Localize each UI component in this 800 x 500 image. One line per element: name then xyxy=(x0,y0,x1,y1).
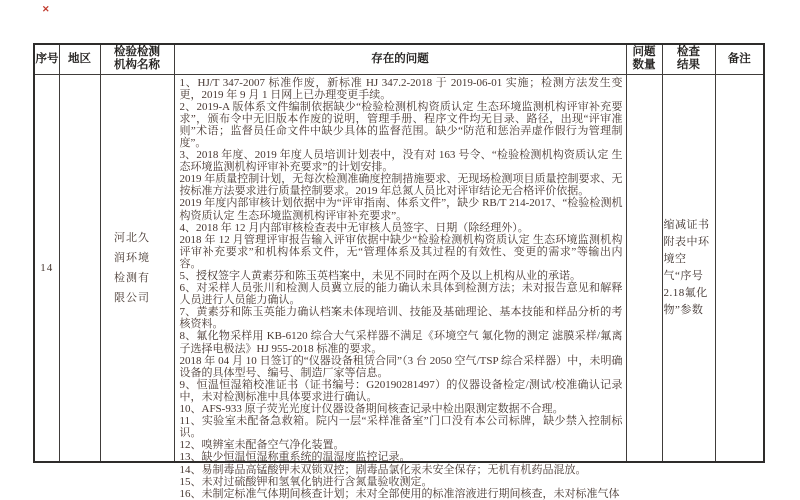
column-header-result-label: 检查结果 xyxy=(677,46,700,72)
column-header-problems xyxy=(174,44,626,74)
problem-item: 2019 年度内部审核计划依据中为“评审指南、体系文件”，缺少 RB/T 214-2017、“检验检测机构资质认定 生态环境监测机构评审补充要求”。 xyxy=(179,197,623,222)
problem-item: 2018 年 12 月管理评审报告输入评审依据中缺少“检验检测机构资质认定 生态环境监测机构评审补充要求”和机构体系文件，无“管理体系及其过程的有效性、变更的需求”等输出内容。 xyxy=(179,233,623,270)
column-header-problem-count xyxy=(626,44,662,74)
column-header-serial xyxy=(34,44,59,74)
column-header-problems-label: 存在的问题 xyxy=(371,52,429,65)
problem-item: 2018 年 04 月 10 日签订的“仪器设备租赁合同”（3 台 2050 空气/TSP 综合采样器）中，未明确设备的具体型号、编号、制造厂家等信息。 xyxy=(179,354,623,379)
column-header-serial-label: 序号 xyxy=(35,52,59,65)
problem-item: 16、未制定标准气体期间核查计划；未对全部使用的标准溶液进行期间核查，未对标准气体 xyxy=(179,487,620,500)
problem-item: 4、2018 年 12 月内部审核检查表中无审核人员签字、日期（除经理外）。 xyxy=(179,221,529,234)
problem-item: 1、HJ/T 347-2007 标准作废，新标准 HJ 347.2-2018 于 2019-06-01 实施；检测方法发生变更，2019 年 9 月 1 日网上已办理变更手续。 xyxy=(179,76,623,101)
column-header-result xyxy=(662,44,715,74)
problem-item: 2、2019-A 版体系文件编制依据缺少“检验检测机构资质认定 生态环境监测机构评审补充要求”，颁布令中无旧版本作废的说明，管理手册、程序文件均无目录、路径，出现“评审准则”术语；监督员任命文件中缺少具体的监督范围。缺少“防范和惩治弄虚作假行为管理制度”。 xyxy=(179,100,623,149)
problem-item: 11、实验室未配备急救箱。院内一层“采样准备室”门口没有本公司标牌，缺少禁入控制标识。 xyxy=(179,415,623,440)
column-header-remark-label: 备注 xyxy=(727,52,751,65)
header-row xyxy=(34,44,764,74)
column-header-org-name-label: 检验检测机构名称 xyxy=(114,46,160,72)
problem-item: 15、未对过硫酸钾和氢氧化钠进行含氮量验收测定。 xyxy=(179,475,433,488)
problem-item: 5、授权签字人黄素芬和陈玉英档案中，未见不同时在两个及以上机构从业的承诺。 xyxy=(179,270,581,282)
serial-number-cell: 14 xyxy=(34,74,59,462)
problems-cell xyxy=(174,74,626,500)
inspection-results-table xyxy=(33,43,765,500)
problem-item: 8、氟化物采样用 KB-6120 综合大气采样器不满足《环境空气 氟化物的测定 滤膜采样/氟离子选择电极法》HJ 955-2018 标准的要求。 xyxy=(179,330,623,355)
red-artifact-mark: ✕ xyxy=(42,4,50,14)
result-cell xyxy=(662,74,715,462)
column-header-problem-count-label: 问题数量 xyxy=(632,46,656,72)
column-header-remark xyxy=(715,44,764,74)
problem-item: 9、恒温恒湿箱校准证书（证书编号：G20190281497）的仪器设备检定/测试/校准确认记录中，未对检测标准中具体要求进行确认。 xyxy=(179,378,623,403)
problem-item: 2019 年质量控制计划，无每次检测准确度控制措施要求、无现场检测项目质量控制要求、无按标准方法要求进行质量控制要求。2019 年总氮人员比对评审结论无合格评价依据。 xyxy=(179,173,623,198)
problem-item: 7、黄素芬和陈玉英能力确认档案未体现培训、技能及基础理论、基本技能和样品分析的考核资料。 xyxy=(179,306,623,331)
result-text: 缩减证书附表中环境空气“序号2.18氟化物”参数 xyxy=(663,218,710,316)
problem-item: 13、缺少恒温恒湿称重系统的温湿度监控记录。 xyxy=(179,451,411,464)
problem-item: 6、对采样人员张川和检测人员冀立辰的能力确认未具体到检测方法；未对报告意见和解释人员进行人员能力确认。 xyxy=(179,282,623,307)
org-name-text: 河北久润环境检测有限公司 xyxy=(114,231,150,304)
org-name-cell xyxy=(100,74,174,462)
problem-item: 12、嗅辨室未配备空气净化装置。 xyxy=(179,439,345,452)
remark-cell xyxy=(715,74,764,462)
region-cell xyxy=(59,74,100,462)
table-row xyxy=(34,74,764,462)
column-header-region-label: 地区 xyxy=(68,52,91,65)
column-header-region xyxy=(59,44,100,74)
problem-item: 14、易制毒品高锰酸钾未双锁双控；剧毒品氯化汞未安全保存；无机有机药品混放。 xyxy=(179,463,587,476)
problem-item: 3、2018 年度、2019 年度人员培训计划表中，没有对 163 号令、“检验检测机构资质认定 生态环境监测机构评审补充要求”的计划安排。 xyxy=(179,149,623,174)
problems-list xyxy=(175,75,626,500)
problem-item: 10、AFS-933 原子荧光光度计仪器设备期间核查记录中检出限测定数据不合理。 xyxy=(179,403,564,416)
column-header-org-name xyxy=(100,44,174,74)
problem-count-cell xyxy=(626,74,662,462)
